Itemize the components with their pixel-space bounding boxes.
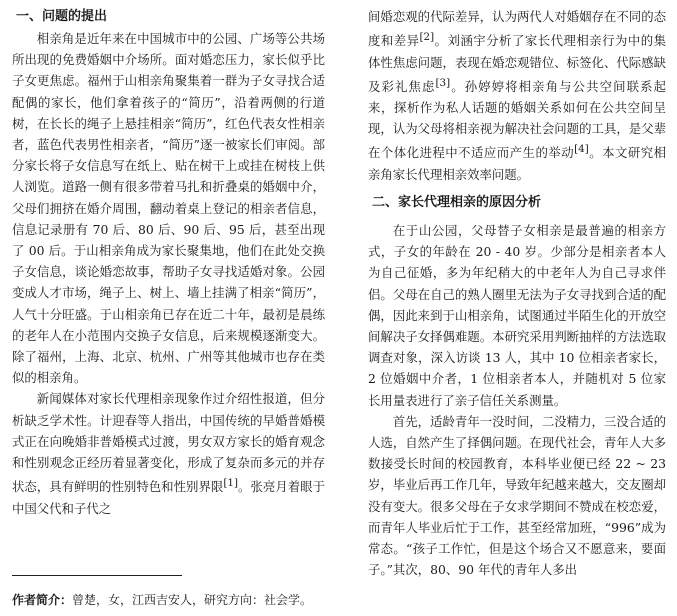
section2-heading: 二、家长代理相亲的原因分析 bbox=[372, 195, 542, 210]
paragraph-2-tail: 。张亮月着眼于中国父代和子代之 bbox=[12, 479, 326, 516]
paragraph-continued bbox=[368, 6, 666, 185]
left-column bbox=[12, 6, 325, 519]
footnote-rule bbox=[12, 575, 182, 576]
right-column bbox=[368, 6, 666, 580]
paragraph-1: 相亲角是近年来在中国城市中的公园、广场等公共场所出现的免费婚姻中介场所。面对婚恋压力，家长似乎比子女更焦虑。福州于山相亲角聚集着一群为子女寻找合适配偶的家长，他们拿着孩子的“简历”，沿着两侧的行道树，在长长的绳子上悬挂相亲“简历”，红色代表女性相亲者，蓝色代表男性相亲者，“简历”逐一被家长们审阅。部分家长将子女信息写在纸上、贴在树干上或挂在树枝上供人浏览。道路一侧有很多带着马扎和折叠桌的婚姻中介，父母们拥挤在婚介周围，翻动着桌上登记的相亲者信息，信息记录册有 70 后、80 后、90 后、95 后，甚至出现了 00 后。于山相亲角成为家长聚集地，他们在此处交换子女信息，谈论婚恋故事，帮助子女寻找适婚对象。公园变成人才市场，绳子上、树上、墙上挂满了相亲“简历”，人气十分旺盛。于山相亲角已存在近二十年，最初是晨练的老年人在小范围内交换子女信息，后来规模逐渐变大。除了福州，上海、北京、杭州、广州等其他城市也存在类似的相亲角。 bbox=[12, 31, 325, 386]
paragraph-continued-b: 。刘涵宇分析了家长代理相亲行为中的集体性焦虑问题，表现在婚恋观错位、标签化、代际感缺及彩礼焦虑 bbox=[368, 33, 667, 94]
citation-1: [1] bbox=[223, 477, 238, 490]
paragraph-4: 首先，适龄青年一没时间，二没精力，三没合适的人选，自然产生了择偶问题。在现代社会，青年人大多数接受长时间的校园教育，本科毕业便已经 22 ~ 23 岁，毕业后再工作几年，导致年纪越来越大，交友圈却没有变大。很多父母在子女求学期间不赞成在校恋爱，而青年人毕业后忙于工作，甚至经常加班，“996”成为常态。“孩子工作忙，但是这个场合又不愿意来，要面子。”其次，80、90 年代的青年人多出 bbox=[368, 413, 666, 578]
section1-heading: 一、问题的提出 bbox=[16, 9, 108, 24]
author-footnote-label: 作者简介： bbox=[12, 593, 73, 607]
author-footnote bbox=[12, 591, 312, 609]
author-footnote-text: 曾楚，女，江西吉安人，研究方向：社会学。 bbox=[72, 593, 313, 607]
paragraph-continued-c: 。孙婷婷将相亲角与公共空间联系起来，探析作为私人话题的婚姻关系如何在公共空间呈现，认为父母将相亲视为解决社会问题的工具，是父辈在个体化进程中不适应而产生的举动 bbox=[368, 78, 667, 161]
paragraph-3: 在于山公园，父母替子女相亲是最普遍的相亲方式，子女的年龄在 20 - 40 岁。少部分是相亲者本人为自己征婚，多为年纪稍大的中老年人为自己寻求伴侣。父母在自己的熟人圈里无法为子女寻找到合适的配偶，因此来到于山相亲角，试图通过半陌生化的开放空间解决子女择偶难题。本研究采用判断抽样的方法选取调查对象，深入访谈 13 人，其中 10 位相亲者家长，2 位婚姻中介者，1 位相亲者本人，并随机对 5 位家长用量表进行了亲子信任关系测量。 bbox=[368, 223, 666, 408]
citation-4: [4] bbox=[574, 143, 589, 156]
paragraph-continued-d: 。本文研究相亲角家长代理相亲效率问题。 bbox=[368, 145, 667, 182]
citation-2: [2] bbox=[419, 31, 435, 44]
citation-3: [3] bbox=[435, 76, 451, 89]
paragraph-2-text: 新闻媒体对家长代理相亲现象作过介绍性报道，但分析缺乏学术性。计迎春等人指出，中国传统的早婚普婚模式正在向晚婚非普婚模式过渡，男女双方家长的婚育观念和性别观念正经历着显著变化，形成了复杂而多元的并存状态，具有鲜明的性别特色和性别界限 bbox=[12, 391, 325, 495]
paragraph-2 bbox=[12, 388, 325, 518]
paragraph-continued-a: 间婚恋观的代际差异，认为两代人对婚姻存在不同的态度和差异 bbox=[368, 9, 666, 49]
